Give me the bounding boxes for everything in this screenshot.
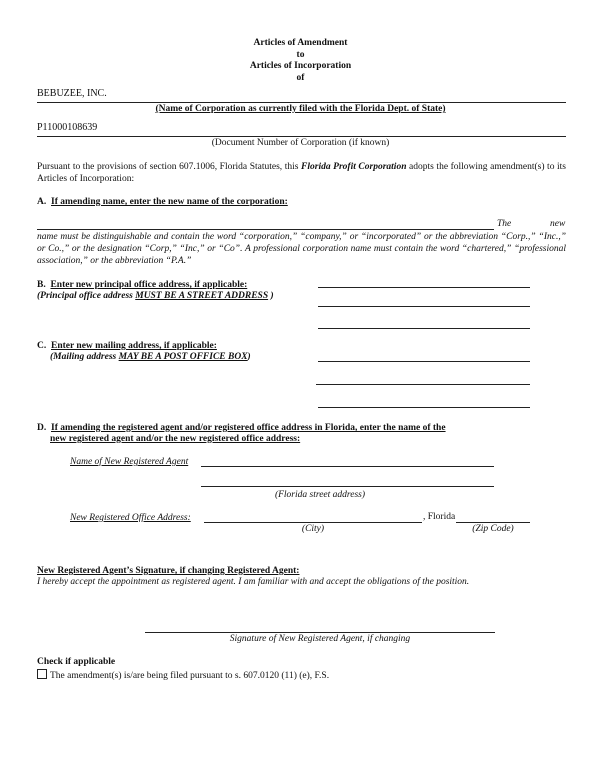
signature-caption: Signature of New Registered Agent, if changing — [229, 634, 411, 644]
florida-street-caption: (Florida street address) — [274, 490, 366, 500]
note-new: new — [550, 219, 566, 229]
mailing-address-line-2[interactable] — [316, 384, 530, 385]
name-requirements-note: name must be distinguishable and contain the word “corporation,” “company,” or “incorporated” or the abbreviation “Corp.,” “Inc.,” or Co.,” or the designation “Corp,” “Inc,” or “Co”. A professional corporation name must contain the word “chartered,” “professional association,” or the abbreviation “P.A.” — [37, 232, 566, 266]
florida-label: , Florida — [423, 512, 456, 522]
section-d-heading-line-2: new registered agent and/or the new registered office address: — [50, 434, 301, 444]
principal-address-line-2[interactable] — [318, 306, 530, 307]
signature-field[interactable] — [145, 632, 495, 633]
agent-name-label: Name of New Registered Agent — [70, 457, 189, 467]
corporation-name[interactable]: BEBUZEE, INC. — [37, 88, 107, 99]
document-number-line — [37, 136, 566, 137]
document-number-caption: (Document Number of Corporation (if known) — [211, 138, 390, 148]
mailing-address-line-1[interactable] — [318, 361, 530, 362]
office-city-field[interactable] — [204, 522, 422, 523]
principal-address-line-1[interactable] — [318, 287, 530, 288]
new-name-field[interactable] — [37, 229, 494, 230]
corporation-name-caption: (Name of Corporation as currently filed with the Florida Dept. of State) — [155, 104, 446, 114]
note-the: The — [497, 219, 512, 229]
zip-caption: (Zip Code) — [472, 524, 514, 534]
office-zip-field[interactable] — [456, 522, 530, 523]
title-line-2: to — [296, 50, 305, 60]
section-c-heading: C. Enter new mailing address, if applicable: — [37, 341, 217, 351]
section-c-subheading: (Mailing address MAY BE A POST OFFICE BOX) — [50, 352, 251, 362]
checkbox-label: The amendment(s) is/are being filed pursuant to s. 607.0120 (11) (e), F.S. — [50, 671, 330, 681]
amendment-checkbox-row[interactable] — [37, 669, 329, 681]
office-address-label: New Registered Office Address: — [70, 513, 191, 523]
title-line-3: Articles of Incorporation — [249, 61, 352, 71]
signature-statement: I hereby accept the appointment as registered agent. I am familiar with and accept the obligations of the position. — [37, 577, 470, 587]
checkbox-square[interactable] — [37, 669, 47, 679]
document-number[interactable]: P11000108639 — [37, 122, 98, 133]
agent-name-field[interactable] — [201, 466, 494, 467]
check-heading: Check if applicable — [37, 657, 116, 667]
section-d-heading-line-1: D. If amending the registered agent and/or registered office address in Florida, enter the name of the — [37, 423, 446, 433]
intro-paragraph: Pursuant to the provisions of section 607.1006, Florida Statutes, this Florida Profit Corporation adopts the following amendment(s) to its Articles of Incorporation: — [37, 162, 566, 184]
title-line-4: of — [296, 73, 305, 83]
corporation-name-line — [37, 102, 566, 103]
title-line-1: Articles of Amendment — [253, 38, 348, 48]
mailing-address-line-3[interactable] — [318, 407, 530, 408]
section-a-heading: A. If amending name, enter the new name of the corporation: — [37, 197, 288, 207]
signature-heading: New Registered Agent’s Signature, if changing Registered Agent: — [37, 566, 300, 576]
section-b-heading: B. Enter new principal office address, if applicable: — [37, 280, 248, 290]
city-caption: (City) — [301, 524, 325, 534]
principal-address-line-3[interactable] — [318, 328, 530, 329]
florida-street-field[interactable] — [201, 486, 494, 487]
section-b-subheading: (Principal office address MUST BE A STREET ADDRESS ) — [37, 291, 274, 301]
